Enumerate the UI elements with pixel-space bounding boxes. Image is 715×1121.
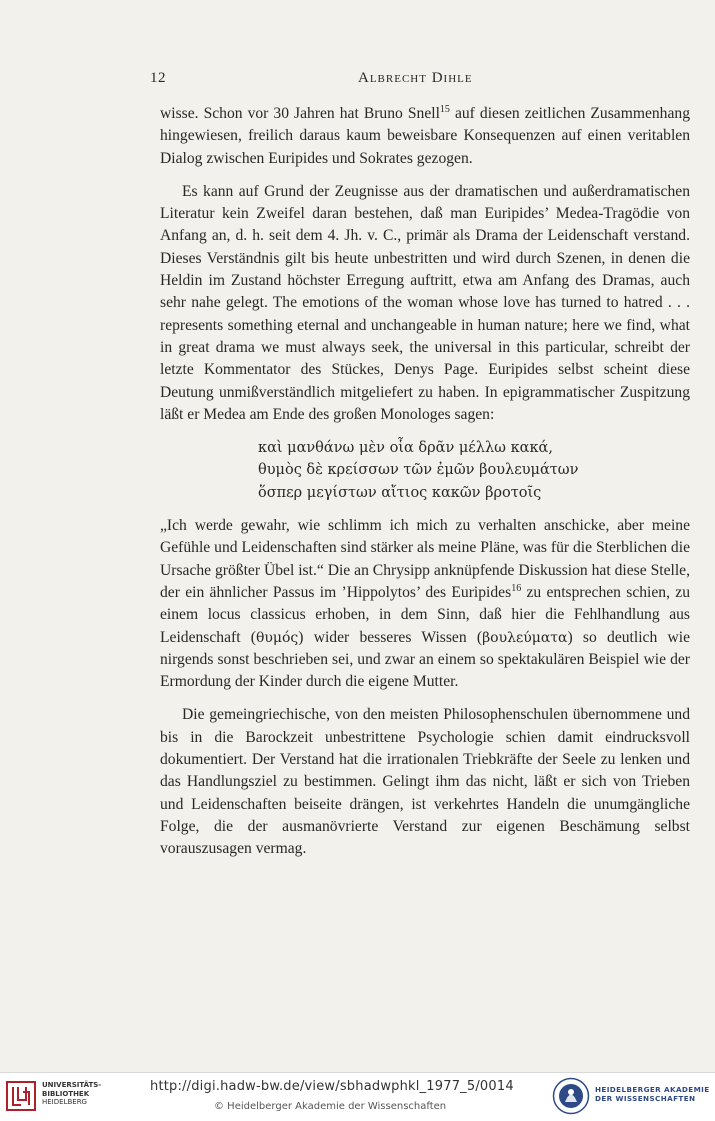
hadw-line-2: DER WISSENSCHAFTEN	[595, 1094, 696, 1103]
running-head-author: Albrecht Dihle	[358, 70, 473, 86]
hadw-line-1: HEIDELBERGER AKADEMIE	[595, 1085, 710, 1094]
ub-line-2: BIBLIOTHEK	[42, 1089, 90, 1098]
text-span: zu entsprechen schien, zu einem locus classicus erhoben, in dem Sinn, daß hier die Fehlhandlung aus Leidenschaft (	[160, 583, 690, 646]
text-span: wisse. Schon vor 30 Jahren hat Bruno Snell	[160, 105, 440, 122]
copyright-notice: © Heidelberger Akademie der Wissenschaften	[214, 1101, 447, 1112]
permalink[interactable]: http://digi.hadw-bw.de/view/sbhadwphkl_1977_5/0014	[150, 1079, 514, 1094]
university-library-logo-icon[interactable]	[6, 1081, 36, 1111]
paragraph-3	[160, 515, 690, 693]
text-span: ) so deutlich wie nirgends sonst beschrieben sei, und zwar an einem so spektakulären Beispiel wie der Ermordung der Kinder durch die eigene Mutter.	[160, 628, 691, 691]
text-span: „Ich werde gewahr, wie schlimm ich mich zu verhalten anschicke, aber meine Gefühle und Leidenschaften sind stärker als meine Pläne, was für die Sterblichen die Ursache größter Übel ist.“ Die an Chrysipp anknüpfende Diskussion hat diese Stelle, der ein ähnlicher Passus im ’Hippolytos’ des Euripides	[160, 517, 690, 601]
ub-line-3: HEIDELBERG	[42, 1098, 87, 1106]
greek-verse-quote	[258, 437, 690, 504]
verse-line-3: ὅσπερ μεγίστων αἴτιος κακῶν βροτοῖς	[258, 484, 542, 501]
viewer-footer	[0, 1072, 715, 1121]
text-span: auf diesen zeitlichen Zusammenhang hingewiesen, freilich daraus kaum beweisbare Konsequenzen auf einen veritablen Dialog zwischen Euripides und Sokrates gezogen.	[160, 105, 690, 167]
paragraph-4: Die gemeingriechische, von den meisten Philosophenschulen übernommene und bis in die Barockzeit unbestrittene Psychologie schien damit eindrucksvoll dokumentiert. Der Verstand hat die irrationalen Triebkräfte der Seele zu lenken und das Handlungsziel zu bestimmen. Gelingt ihm das nicht, läßt er sich von Trieben und Leidenschaften beiseite drängen, ist verkehrtes Handeln die unumgängliche Folge, die der ausmanövrierte Verstand zur eigenen Beschämung selbst vorauszusagen vermag.	[160, 706, 690, 858]
academy-name	[595, 1085, 710, 1103]
footnote-ref-16: 16	[511, 582, 522, 594]
university-library-name	[42, 1081, 101, 1107]
verse-line-1: καὶ μανθάνω μὲν οἷα δρᾶν μέλλω κακά,	[258, 440, 553, 457]
text-span: ) wider besseres Wissen (	[298, 628, 483, 646]
main-text	[160, 103, 690, 861]
greek-term-thymos: θυμός	[255, 629, 299, 646]
ub-line-1: UNIVERSITÄTS-	[42, 1081, 102, 1089]
page-number: 12	[150, 70, 166, 86]
paragraph-2: Es kann auf Grund der Zeugnisse aus der dramatischen und außerdramatischen Literatur kein Zweifel daran bestehen, daß man Euripides’ Medea-Tragödie von Anfang an, d. h. seit dem 4. Jh. v. C., primär als Drama der Leidenschaft verstand. Dieses Verständnis gilt bis heute unbestritten und wird durch Szenen, in denen die Heldin im Zustand höchster Erregung auftritt, etwa am Anfang des Dramas, auch sehr nahe gelegt. The emotions of the woman whose love has turned to hatred . . . represents something eternal and unchangeable in human nature; here we find, what in great drama we must always seek, the universal in this particular, schreibt der letzte Kommentator des Stückes, Denys Page. Euripides selbst scheint diese Deutung unmißverständlich mitgeliefert zu haben. In epigrammatischer Zuspitzung läßt er Medea am Ende des großen Monologes sagen:	[160, 182, 690, 423]
greek-term-bouleumata: βουλεύματα	[482, 629, 568, 646]
academy-seal-icon[interactable]	[552, 1077, 590, 1115]
footnote-ref-15: 15	[439, 104, 450, 115]
verse-line-2: θυμὸς δὲ κρείσσων τῶν ἐμῶν βουλευμάτων	[258, 462, 579, 479]
paragraph-1	[160, 103, 690, 170]
